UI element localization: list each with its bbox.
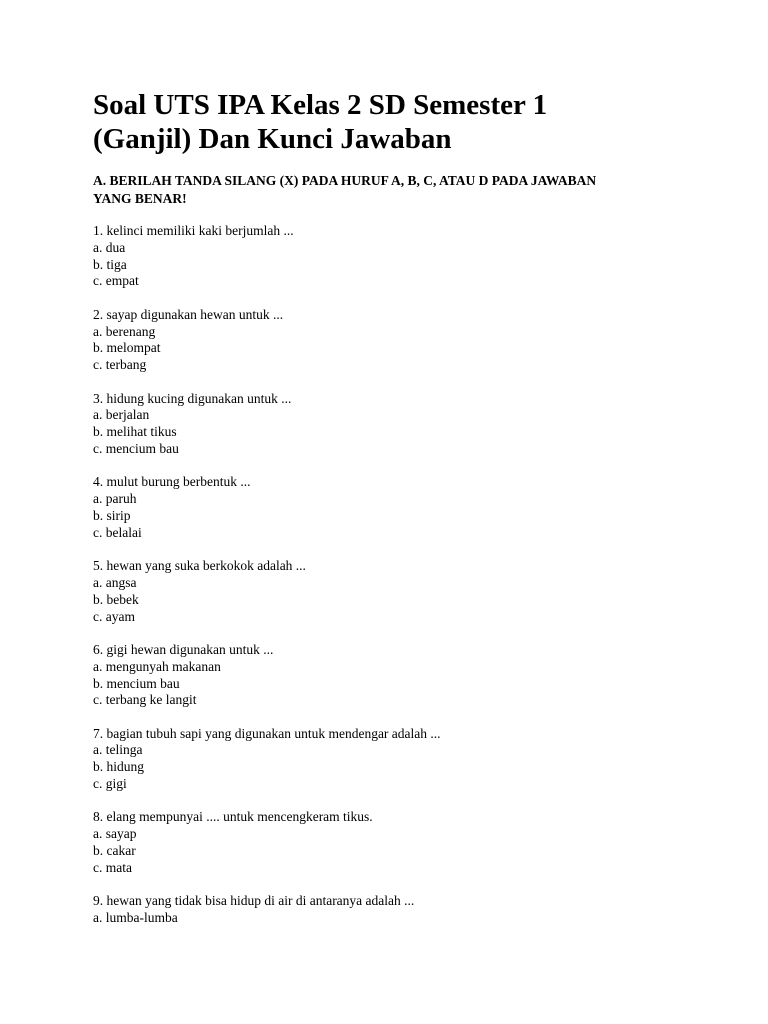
answer-option: a. berjalan xyxy=(93,407,150,423)
question-text: 6. gigi hewan digunakan untuk ... xyxy=(93,641,274,657)
section-instruction: A. BERILAH TANDA SILANG (X) PADA HURUF A, B, C, ATAU D PADA JAWABAN YANG BENAR! xyxy=(93,173,597,206)
answer-option: c. mencium bau xyxy=(93,440,179,456)
question-text: 3. hidung kucing digunakan untuk ... xyxy=(93,390,292,406)
answer-option: b. melihat tikus xyxy=(93,424,177,440)
document-page xyxy=(93,88,713,943)
question-5 xyxy=(93,558,713,625)
question-text: 1. kelinci memiliki kaki berjumlah ... xyxy=(93,223,294,238)
title-line-2: (Ganjil) Dan Kunci Jawaban xyxy=(93,123,452,155)
answer-option: a. berenang xyxy=(93,323,156,339)
question-text: 4. mulut burung berbentuk ... xyxy=(93,474,251,490)
question-7 xyxy=(93,726,713,793)
answer-option: b. hidung xyxy=(93,759,145,775)
answer-option: c. empat xyxy=(93,273,139,289)
answer-option: a. sayap xyxy=(93,826,137,842)
answer-option: c. belalai xyxy=(93,524,142,540)
question-text: 7. bagian tubuh sapi yang digunakan untuk mendengar adalah ... xyxy=(93,725,441,741)
title-line-1: Soal UTS IPA Kelas 2 SD Semester 1 xyxy=(93,89,548,121)
answer-option: a. angsa xyxy=(93,574,137,590)
answer-option: c. terbang ke langit xyxy=(93,692,197,708)
answer-option: b. bebek xyxy=(93,591,139,607)
question-3 xyxy=(93,391,713,458)
question-text: 2. sayap digunakan hewan untuk ... xyxy=(93,306,284,322)
question-text: 5. hewan yang suka berkokok adalah ... xyxy=(93,558,306,574)
answer-option: a. dua xyxy=(93,239,126,255)
answer-option: b. mencium bau xyxy=(93,675,180,691)
answer-option: a. paruh xyxy=(93,491,137,507)
answer-option: a. telinga xyxy=(93,742,143,758)
question-8 xyxy=(93,809,713,876)
answer-option: c. ayam xyxy=(93,608,135,624)
question-text: 8. elang mempunyai .... untuk mencengkeram tikus. xyxy=(93,809,373,825)
answer-option: a. mengunyah makanan xyxy=(93,658,221,674)
answer-option: b. tiga xyxy=(93,256,127,272)
answer-option: c. terbang xyxy=(93,357,147,373)
answer-option: b. sirip xyxy=(93,507,131,523)
page-title xyxy=(93,88,713,156)
question-4 xyxy=(93,474,713,541)
answer-option: b. melompat xyxy=(93,340,161,356)
question-list xyxy=(93,223,713,927)
answer-option: b. cakar xyxy=(93,843,136,859)
question-6 xyxy=(93,642,713,709)
answer-option: a. lumba-lumba xyxy=(93,910,178,926)
question-text: 9. hewan yang tidak bisa hidup di air di antaranya adalah ... xyxy=(93,893,415,909)
question-9 xyxy=(93,893,713,927)
answer-option: c. gigi xyxy=(93,776,127,792)
question-2 xyxy=(93,307,713,374)
question-1 xyxy=(93,223,713,290)
answer-option: c. mata xyxy=(93,859,132,875)
